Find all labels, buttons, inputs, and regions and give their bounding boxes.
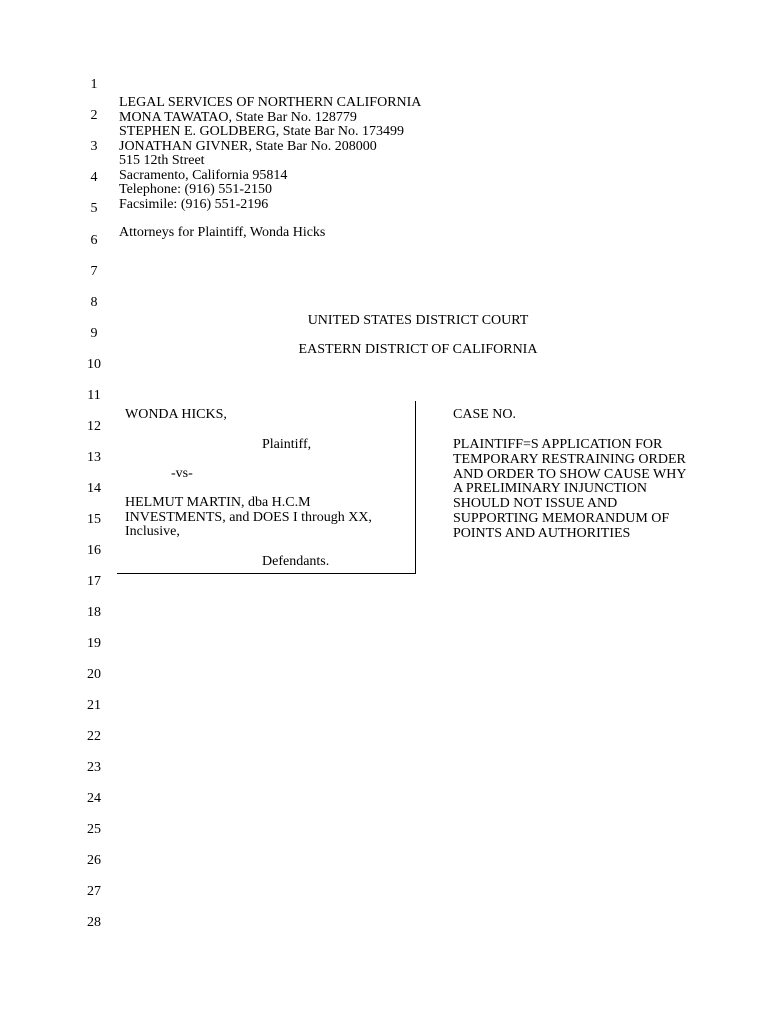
title-line: TEMPORARY RESTRAINING ORDER xyxy=(453,451,686,467)
line-number: 8 xyxy=(90,295,98,310)
title-line: SUPPORTING MEMORANDUM OF xyxy=(453,510,670,526)
defendant-line: INVESTMENTS, and DOES I through XX, xyxy=(125,509,372,525)
line-number: 9 xyxy=(90,326,98,341)
title-line: SHOULD NOT ISSUE AND xyxy=(453,496,618,512)
line-number: 22 xyxy=(87,729,101,744)
telephone: Telephone: (916) 551-2150 xyxy=(119,182,272,197)
line-number: 25 xyxy=(87,822,101,837)
court-name: UNITED STATES DISTRICT COURT xyxy=(307,313,529,328)
line-number: 12 xyxy=(87,419,101,434)
defendants-label: Defendants. xyxy=(262,554,330,569)
line-number: 11 xyxy=(87,388,101,403)
line-number: 18 xyxy=(87,605,101,620)
plaintiff-label: Plaintiff, xyxy=(262,437,312,452)
attorney-line: MONA TAWATAO, State Bar No. 128779 xyxy=(119,109,357,125)
caption-vertical-rule xyxy=(415,401,416,574)
attorneys-for: Attorneys for Plaintiff, Wonda Hicks xyxy=(119,225,326,240)
defendant-line: HELMUT MARTIN, dba H.C.M xyxy=(125,495,311,510)
line-number: 26 xyxy=(87,853,101,868)
line-number: 4 xyxy=(90,170,98,185)
line-number: 27 xyxy=(87,884,101,899)
line-number: 21 xyxy=(87,698,101,713)
address-city: Sacramento, California 95814 xyxy=(119,167,288,183)
title-line: POINTS AND AUTHORITIES xyxy=(453,525,631,541)
line-number: 28 xyxy=(87,915,101,930)
line-number: 2 xyxy=(90,108,98,123)
title-line: A PRELIMINARY INJUNCTION xyxy=(453,481,647,497)
line-number: 14 xyxy=(87,481,101,496)
line-number: 5 xyxy=(90,201,98,216)
versus-label: -vs- xyxy=(171,466,193,481)
line-number: 3 xyxy=(90,139,98,154)
line-number: 13 xyxy=(87,450,101,465)
plaintiff-name: WONDA HICKS, xyxy=(125,407,227,422)
attorney-line: STEPHEN E. GOLDBERG, State Bar No. 173499 xyxy=(119,124,405,139)
line-number: 15 xyxy=(87,512,101,527)
case-number: CASE NO. xyxy=(453,407,517,422)
title-line: AND ORDER TO SHOW CAUSE WHY xyxy=(453,466,687,482)
attorney-line: JONATHAN GIVNER, State Bar No. 208000 xyxy=(119,138,377,154)
line-number: 16 xyxy=(87,543,101,558)
line-number: 10 xyxy=(87,357,101,372)
defendant-line: Inclusive, xyxy=(125,524,180,540)
caption-horizontal-rule xyxy=(117,573,416,574)
title-line: PLAINTIFF=S APPLICATION FOR xyxy=(453,437,663,452)
defendant-block xyxy=(125,496,372,540)
attorney-info-block xyxy=(119,96,421,212)
line-number: 24 xyxy=(87,791,101,806)
line-number: 20 xyxy=(87,667,101,682)
address-street: 515 12th Street xyxy=(119,153,205,168)
law-firm-name: LEGAL SERVICES OF NORTHERN CALIFORNIA xyxy=(119,95,422,110)
court-district: EASTERN DISTRICT OF CALIFORNIA xyxy=(298,342,538,357)
line-number: 19 xyxy=(87,636,101,651)
line-number: 1 xyxy=(90,77,98,92)
facsimile: Facsimile: (916) 551-2196 xyxy=(119,196,269,212)
line-number: 23 xyxy=(87,760,101,775)
line-number: 7 xyxy=(90,264,98,279)
document-title xyxy=(453,438,686,542)
line-number: 17 xyxy=(87,574,101,589)
line-number: 6 xyxy=(90,233,98,248)
